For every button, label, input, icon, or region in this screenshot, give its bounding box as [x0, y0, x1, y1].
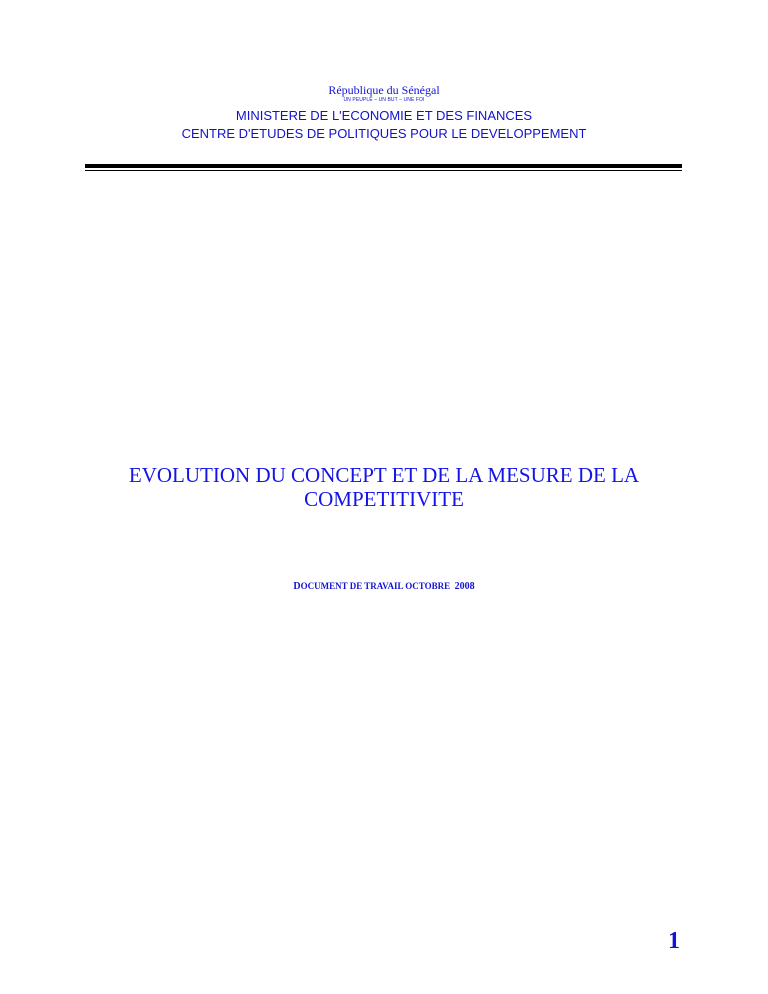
header-rule-thick — [85, 164, 682, 168]
subtitle-text: OCUMENT DE TRAVAIL OCTOBRE — [300, 581, 451, 591]
header-rule-thin — [85, 170, 682, 171]
page-number: 1 — [668, 928, 680, 954]
republic-heading: République du Sénégal — [328, 83, 440, 97]
ministry-name: MINISTERE DE L'ECONOMIE ET DES FINANCES — [235, 108, 533, 123]
subtitle-initial: D — [293, 581, 301, 592]
document-subtitle — [0, 581, 768, 592]
centre-name: CENTRE D'ETUDES DE POLITIQUES POUR LE DEVELOPPEMENT — [181, 126, 587, 141]
document-title-line-1: EVOLUTION DU CONCEPT ET DE LA MESURE DE LA — [128, 463, 640, 487]
document-title — [0, 463, 768, 511]
subtitle-year: 2008 — [454, 581, 475, 592]
national-motto: UN PEUPLE – UN BUT – UNE FOI — [343, 97, 425, 103]
document-title-line-2: COMPETITIVITE — [304, 487, 464, 511]
